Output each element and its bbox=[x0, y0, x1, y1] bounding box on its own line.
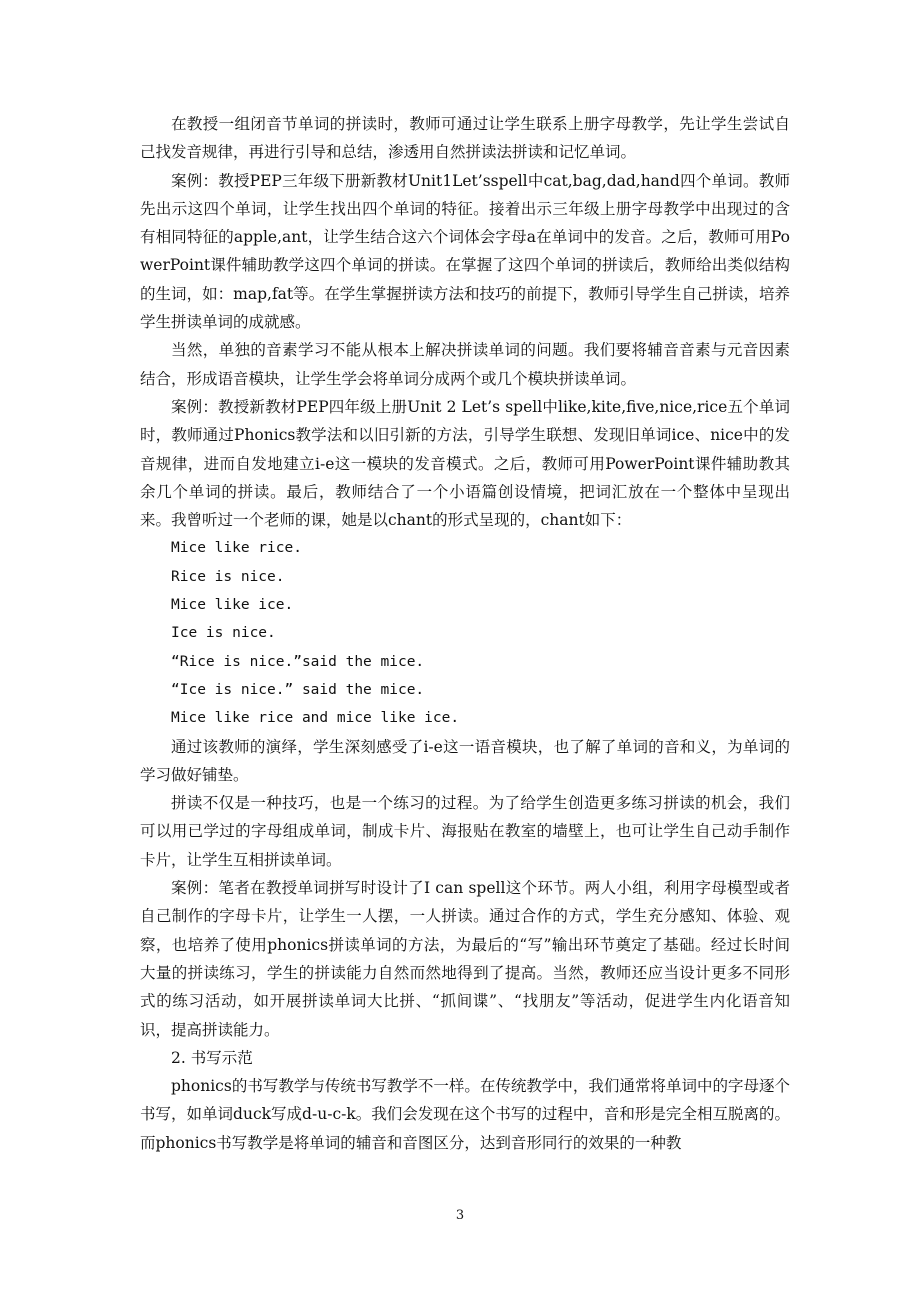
chant-line: Rice is nice. bbox=[171, 568, 285, 585]
document-body bbox=[140, 110, 790, 1157]
chant-line: Mice like rice. bbox=[171, 540, 302, 557]
paragraph: 案例：教授新教材PEP四年级上册Unit 2 Let’s spell中like,kite,five,nice,rice五个单词时，教师通过Phonics教学法和以旧引新的方法，引导学生联想、发现旧单词ice、nice中的发音规律，进而自发地建立i-e这一模块的发音模式。之后，教师可用PowerPoint课件辅助教其余几个单词的拼读。最后，教师结合了一个小语篇创设情境，把词汇放在一个整体中呈现出来。我曾听过一个老师的课，她是以chant的形式呈现的，chant如下： bbox=[140, 397, 790, 530]
paragraph: 案例：教授PEP三年级下册新教材Unit1Let’sspell中cat,bag,dad,hand四个单词。教师先出示这四个单词，让学生找出四个单词的特征。接着出示三年级上册字母教学中出现过的含有相同特征的apple,ant，让学生结合这六个词体会字母a在单词中的发音。之后，教师可用PowerPoint课件辅助教学这四个单词的拼读。在掌握了这四个单词的拼读后，教师给出类似结构的生词，如：map,fat等。在学生掌握拼读方法和技巧的前提下，教师引导学生自己拼读，培养学生拼读单词的成就感。 bbox=[140, 171, 790, 332]
chant-line: Mice like rice and mice like ice. bbox=[171, 710, 460, 727]
chant-line: “Rice is nice.”said the mice. bbox=[171, 653, 425, 670]
paragraph: 通过该教师的演绎，学生深刻感受了i-e这一语音模块，也了解了单词的音和义，为单词的学习做好铺垫。 bbox=[140, 737, 790, 784]
paragraph: phonics的书写教学与传统书写教学不一样。在传统教学中，我们通常将单词中的字母逐个书写，如单词duck写成d-u-c-k。我们会发现在这个书写的过程中，音和形是完全相互脱离的。而phonics书写教学是将单词的辅音和音图区分，达到音形同行的效果的一种教 bbox=[140, 1077, 790, 1152]
paragraph: 案例：笔者在教授单词拼写时设计了I can spell这个环节。两人小组，利用字母模型或者自己制作的字母卡片，让学生一人摆，一人拼读。通过合作的方式，学生充分感知、体验、观察，也培养了使用phonics拼读单词的方法，为最后的“写”输出环节奠定了基础。经过长时间大量的拼读练习，学生的拼读能力自然而然地得到了提高。当然，教师还应当设计更多不同形式的练习活动，如开展拼读单词大比拼、“抓间谍”、“找朋友”等活动，促进学生内化语音知识，提高拼读能力。 bbox=[140, 879, 790, 1039]
chant-line: Mice like ice. bbox=[171, 597, 294, 614]
paragraph: 在教授一组闭音节单词的拼读时，教师可通过让学生联系上册字母教学，先让学生尝试自己找发音规律，再进行引导和总结，渗透用自然拼读法拼读和记忆单词。 bbox=[140, 115, 790, 162]
page-number: 3 bbox=[455, 1208, 465, 1223]
paragraph: 当然，单独的音素学习不能从根本上解决拼读单词的问题。我们要将辅音音素与元音因素结合，形成语音模块，让学生学会将单词分成两个或几个模块拼读单词。 bbox=[140, 341, 790, 388]
section-heading: 2. 书写示范 bbox=[171, 1048, 253, 1067]
paragraph: 拼读不仅是一种技巧，也是一个练习的过程。为了给学生创造更多练习拼读的机会，我们可以用已学过的字母组成单词，制成卡片、海报贴在教室的墙壁上，也可让学生自己动手制作卡片，让学生互相拼读单词。 bbox=[140, 794, 790, 869]
chant-line: Ice is nice. bbox=[171, 625, 276, 642]
chant-line: “Ice is nice.” said the mice. bbox=[171, 681, 425, 698]
